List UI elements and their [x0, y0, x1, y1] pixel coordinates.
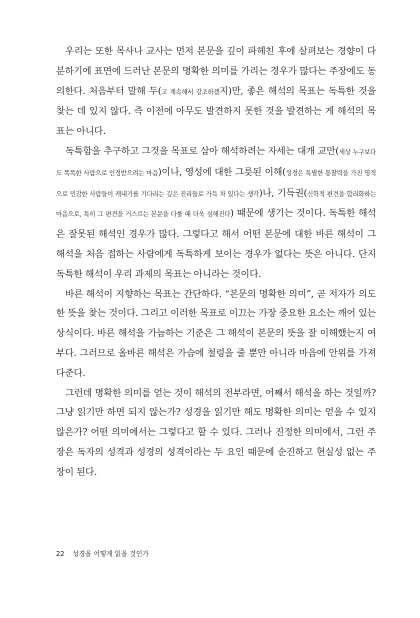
text-segment-small: 성경은 특별한 통찰력을 가진 영적으로 민감한 사람들이 캐내기를 기다리는 깊은 진리들로 가득 차 있다는 생각 [56, 169, 376, 198]
running-title: 성경을 어떻게 읽을 것인가 [72, 550, 149, 558]
text-segment: 바른 해석이 지향하는 목표는 간단하다. “본문의 명확한 의미”, 곧 저자가 의도한 뜻을 찾는 것이다. 그리고 이러한 목표로 이끄는 가장 중요한 요소는 깨어 있는 상식이다. 바른 해석을 가늠하는 기준은 그 해석이 본문의 뜻을 잘 이해했는지 여부다. 그러므로 올바른 해석은 가슴에 철렁을 줄 뿐만 아니라 마음에 안위를 가져다준다. [56, 288, 376, 379]
paragraph [56, 285, 376, 384]
paragraph [56, 142, 376, 285]
text-segment-small: 고 계속해서 강조하겠 [161, 88, 220, 96]
text-segment: 우리는 또한 목사나 교사는 먼저 본문을 깊이 파헤친 후에 살펴보는 경향이 다분하기에 표면에 드러난 본문의 명확한 의미를 가리는 경우가 많다는 주장에도 동의한다. 처음부터 말해 두( [56, 46, 376, 97]
text-segment: )나, 기득권( [259, 187, 308, 199]
page-number: 22 [56, 550, 65, 558]
text-segment: ) 때문에 생기는 것이다. 독특한 해석은 잘못된 해석인 경우가 많다. 그렇다고 해서 어떤 본문에 대한 바른 해석이 그 해석을 처음 접하는 사람에게 독특하게 보이는 경우가 없다는 뜻은 아니다. 단지 독특한 해석이 우리 과제의 목표는 아니라는 것이다. [56, 208, 376, 280]
page-footer [56, 548, 149, 558]
paragraph [56, 42, 376, 142]
text-segment: 그런데 명확한 의미를 얻는 것이 해석의 전부라면, 어째서 해석을 하는 것일까? 그냥 읽기만 하면 되지 않는가? 성경을 읽기만 해도 명확한 의미는 얻을 수 있지 않은가? 어떤 의미에서는 그렇다고 할 수 있다. 그러나 진정한 의미에서, 그런 주장은 독자의 성격과 성경의 성격이라는 두 요인 때문에 순진하고 현실성 없는 주장이 된다. [56, 387, 376, 478]
paragraph [56, 384, 376, 483]
text-segment: )이나, 영성에 대한 그릇된 이해( [158, 166, 286, 178]
text-segment-small: 신학적 편견을 합리화하는 마음으로, 특히 그 편견을 거스르는 본문을 다룰 때 더욱 심해진다 [56, 190, 376, 219]
text-segment: 지)만, 좋은 해석의 목표는 독특한 것을 찾는 데 있지 않다. 즉 이전에 아무도 발견하지 못한 것을 발견하는 게 해석의 목표는 아니다. [56, 85, 376, 138]
body-text [56, 42, 376, 483]
text-segment-small: 세상 누구보다도 똑똑한 사람으로 인정받으려는 마음 [56, 148, 376, 177]
text-segment: 독특함을 추구하고 그것을 목표로 삼아 해석하려는 자세는 대개 교만( [65, 145, 339, 157]
